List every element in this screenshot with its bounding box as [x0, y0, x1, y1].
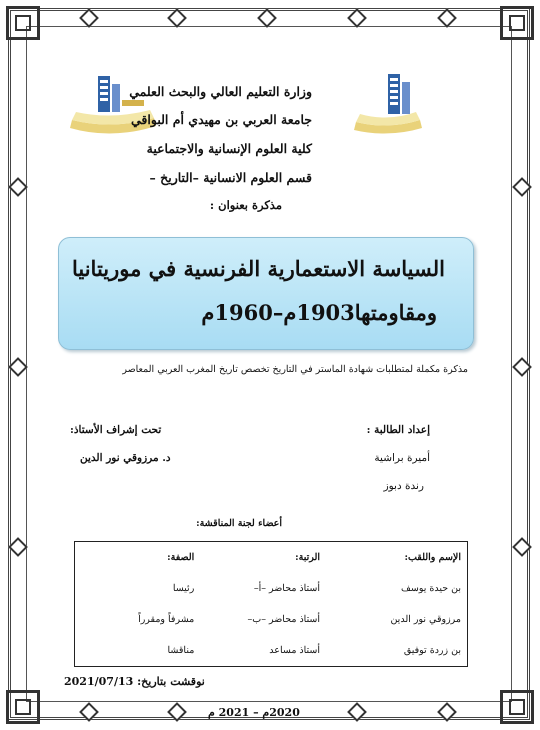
- memo-label: مذكرة بعنوان :: [209, 198, 282, 212]
- member-role-cell: مناقشا: [167, 644, 195, 656]
- table-row: [75, 573, 468, 604]
- supervisor-label: تحت إشراف الأستاذ:: [70, 424, 162, 436]
- corner-ornament-icon: [6, 6, 40, 40]
- member-name-cell: مرزوقي نور الدين: [390, 613, 461, 625]
- thesis-title-line2: ومقاومتها1903م–1960م: [201, 300, 437, 325]
- university-logo-icon: [62, 70, 162, 140]
- department-name: قسم العلوم الانسانية –التاريخ –: [149, 170, 312, 185]
- member-rank-cell: أستاذ محاضر –أ–: [253, 583, 321, 595]
- committee-table: [74, 541, 468, 667]
- discussion-date: نوقشت بتاريخ: 2021/07/13: [64, 675, 205, 688]
- table-row: [75, 604, 468, 635]
- member-rank-cell: أستاذ محاضر –ب–: [247, 613, 321, 625]
- member-role-cell: رئيسا: [172, 583, 195, 595]
- header-role-cell: الصفة:: [167, 552, 195, 564]
- table-row: [75, 542, 468, 574]
- academic-year: 2020م – 2021 م: [208, 706, 300, 719]
- ministry-name: وزارة التعليم العالي والبحث العلمي: [129, 84, 312, 99]
- committee-label: أعضاء لجنة المناقشة:: [196, 518, 282, 529]
- corner-ornament-icon: [500, 6, 534, 40]
- member-name-cell: بن زردة توفيق: [403, 644, 461, 656]
- corner-ornament-icon: [500, 690, 534, 724]
- corner-ornament-icon: [6, 690, 40, 724]
- member-rank-cell: أستاذ مساعد: [269, 644, 321, 656]
- member-role-cell: مشرفاً ومقرراً: [138, 613, 195, 625]
- header-name-cell: الإسم واللقب:: [404, 552, 461, 564]
- student-name: أميرة براشية: [374, 452, 430, 464]
- faculty-name: كلية العلوم الإنسانية والاجتماعية: [146, 141, 312, 156]
- thesis-title-line1: السياسة الاستعمارية الفرنسية في موريتانيا: [71, 256, 445, 281]
- university-name: جامعة العربي بن مهيدي أم البواقي: [131, 112, 312, 127]
- students-label: إعداد الطالبة :: [366, 424, 430, 436]
- header-rank-cell: الرتبة:: [295, 552, 321, 564]
- student-name: رندة دبوز: [383, 480, 424, 492]
- table-row: [75, 635, 468, 667]
- member-name-cell: بن حيدة يوسف: [401, 583, 461, 595]
- supervisor-name: د. مرزوقي نور الدين: [80, 452, 171, 464]
- thesis-note: مذكرة مكملة لمتطلبات شهادة الماستر في التاريخ تخصص تاريخ المغرب العربي المعاصر: [122, 364, 468, 375]
- university-logo-icon: [350, 70, 425, 140]
- title-box: [58, 237, 474, 350]
